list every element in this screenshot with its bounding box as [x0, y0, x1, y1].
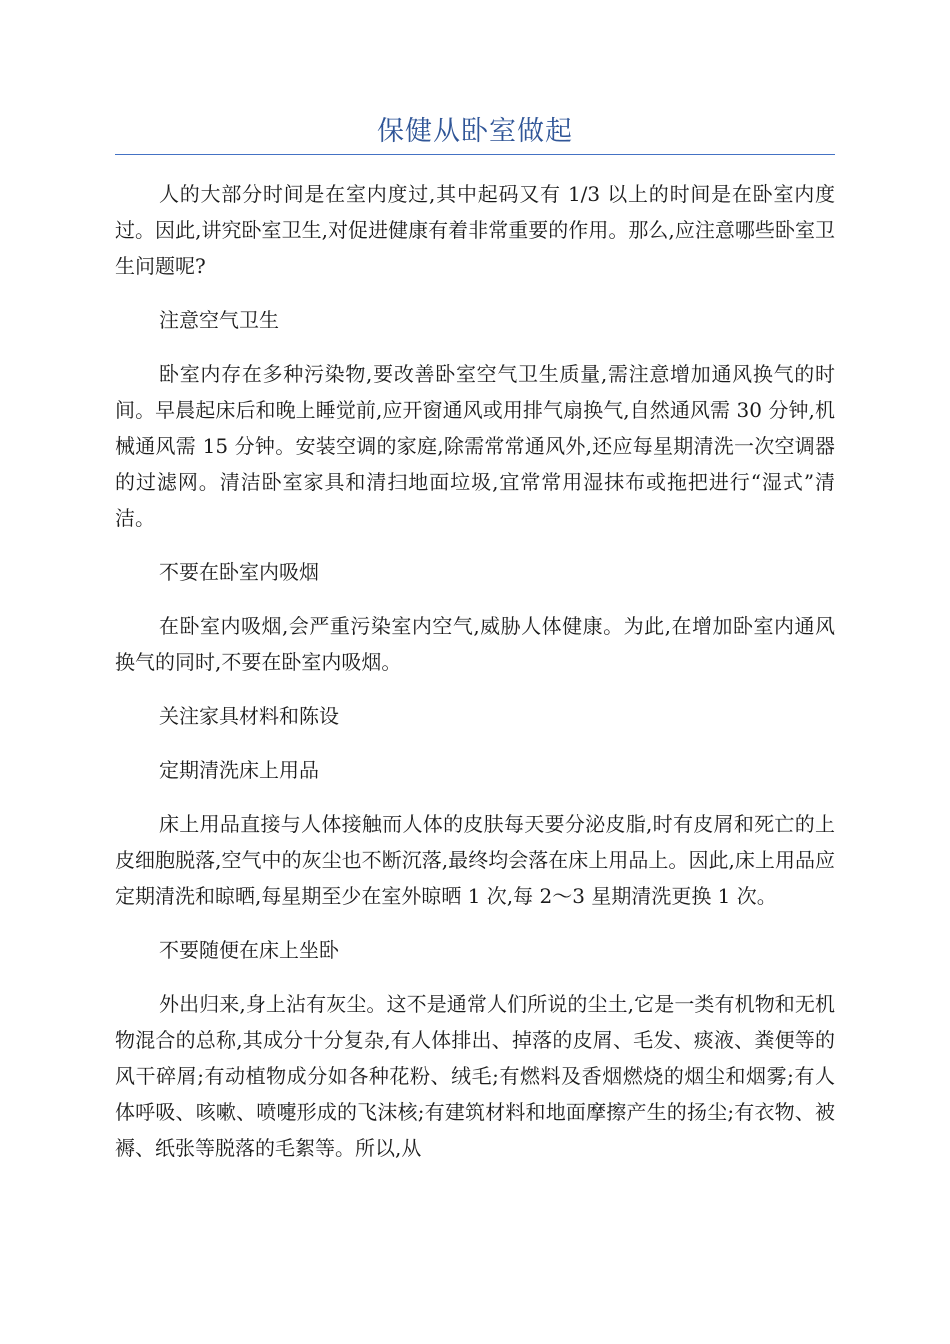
section-heading-bed-sitting: 不要随便在床上坐卧 [159, 938, 339, 962]
paragraph-bed-sitting: 外出归来,身上沾有灰尘。这不是通常人们所说的尘土,它是一类有机物和无机物混合的总称,其成分十分复杂,有人体排出、掉落的皮屑、毛发、痰液、粪便等的风干碎屑;有动植物成分如各种花粉、绒毛;有燃料及香烟燃烧的烟尘和烟雾;有人体呼吸、咳嗽、喷嚏形成的飞沫核;有建筑材料和地面摩擦产生的扬尘;有衣物、被褥、纸张等脱落的毛絮等。所以,从 [115, 992, 835, 1160]
title-underline [115, 154, 835, 155]
section-heading-smoking: 不要在卧室内吸烟 [159, 560, 319, 584]
section-heading-bedding: 定期清洗床上用品 [159, 758, 319, 782]
paragraph-bedding: 床上用品直接与人体接触而人体的皮肤每天要分泌皮脂,时有皮屑和死亡的上皮细胞脱落,空气中的灰尘也不断沉落,最终均会落在床上用品上。因此,床上用品应定期清洗和晾晒,每星期至少在室外晾晒 1 次,每 2～3 星期清洗更换 1 次。 [115, 812, 835, 908]
paragraph-intro: 人的大部分时间是在室内度过,其中起码又有 1/3 以上的时间是在卧室内度过。因此,讲究卧室卫生,对促进健康有着非常重要的作用。那么,应注意哪些卧室卫生问题呢? [115, 182, 835, 278]
section-heading-furniture: 关注家具材料和陈设 [159, 704, 339, 728]
document-body [115, 176, 835, 1184]
section-heading-air: 注意空气卫生 [159, 308, 279, 332]
paragraph-smoking: 在卧室内吸烟,会严重污染室内空气,威胁人体健康。为此,在增加卧室内通风换气的同时,不要在卧室内吸烟。 [115, 614, 835, 674]
document-title: 保健从卧室做起 [377, 116, 573, 147]
paragraph-air: 卧室内存在多种污染物,要改善卧室空气卫生质量,需注意增加通风换气的时间。早晨起床后和晚上睡觉前,应开窗通风或用排气扇换气,自然通风需 30 分钟,机械通风需 15 分钟。安装空调的家庭,除需常常通风外,还应每星期清洗一次空调器的过滤网。清洁卧室家具和清扫地面垃圾,宜常常用湿抹布或拖把进行“湿式”清洁。 [115, 362, 835, 530]
